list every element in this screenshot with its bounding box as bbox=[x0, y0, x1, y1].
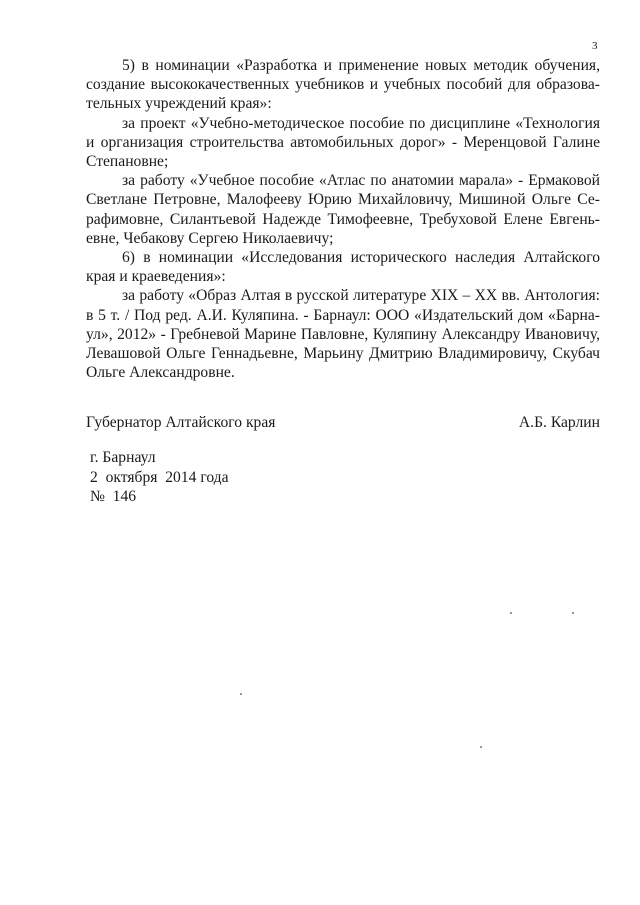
scan-speck bbox=[510, 612, 512, 614]
document-number: № 146 bbox=[90, 488, 137, 505]
paragraph-award-anthology: за работу «Образ Алтая в русской литературе XIX – XX вв. Антология: в 5 т. / Под ред. А.И. Куляпина. - Барнаул: ООО «Издательский дом «Барнаул», 2012» - Гребневой Марине Павловне, Куляпину Александру Ивановичу, Левашовой Ольге Геннадьевне, Марьину Дмитрию Владимировичу, Скубач Ольге Александровне. bbox=[86, 287, 600, 382]
city: г. Барнаул bbox=[90, 449, 156, 466]
signatory-position: Губернатор Алтайского края bbox=[86, 414, 276, 431]
document-date: 2 октября 2014 года bbox=[90, 468, 229, 486]
scan-speck bbox=[572, 612, 574, 614]
paragraph-nomination-5: 5) в номинации «Разработка и применение новых методик обучения, создание высококачественных учебников и учебных пособий для образовательных учреждений края»: bbox=[86, 57, 600, 113]
scan-speck bbox=[240, 693, 242, 695]
signatory-name: А.Б. Карлин bbox=[518, 414, 600, 431]
page-number: 3 bbox=[592, 40, 598, 52]
scan-speck bbox=[480, 746, 482, 748]
place-date-block bbox=[90, 448, 229, 507]
paragraph-award-project: за проект «Учебно-методическое пособие по дисциплине «Технология и организация строительства автомобильных дорог» - Меренцовой Галине Степановне; bbox=[86, 114, 600, 171]
paragraph-nomination-6: 6) в номинации «Исследования исторического наследия Алтайского края и краеведения»: bbox=[86, 249, 600, 286]
signature-block bbox=[86, 414, 600, 432]
paragraph-award-atlas: за работу «Учебное пособие «Атлас по анатомии марала» - Ермаковой Светлане Петровне, Малофееву Юрию Михайловичу, Мишиной Ольге Серафимовне, Силантьевой Надежде Тимофеевне, Требуховой Елене Евгеньевне, Чебакову Сергею Николаевичу; bbox=[86, 172, 600, 247]
document-body bbox=[86, 56, 600, 382]
